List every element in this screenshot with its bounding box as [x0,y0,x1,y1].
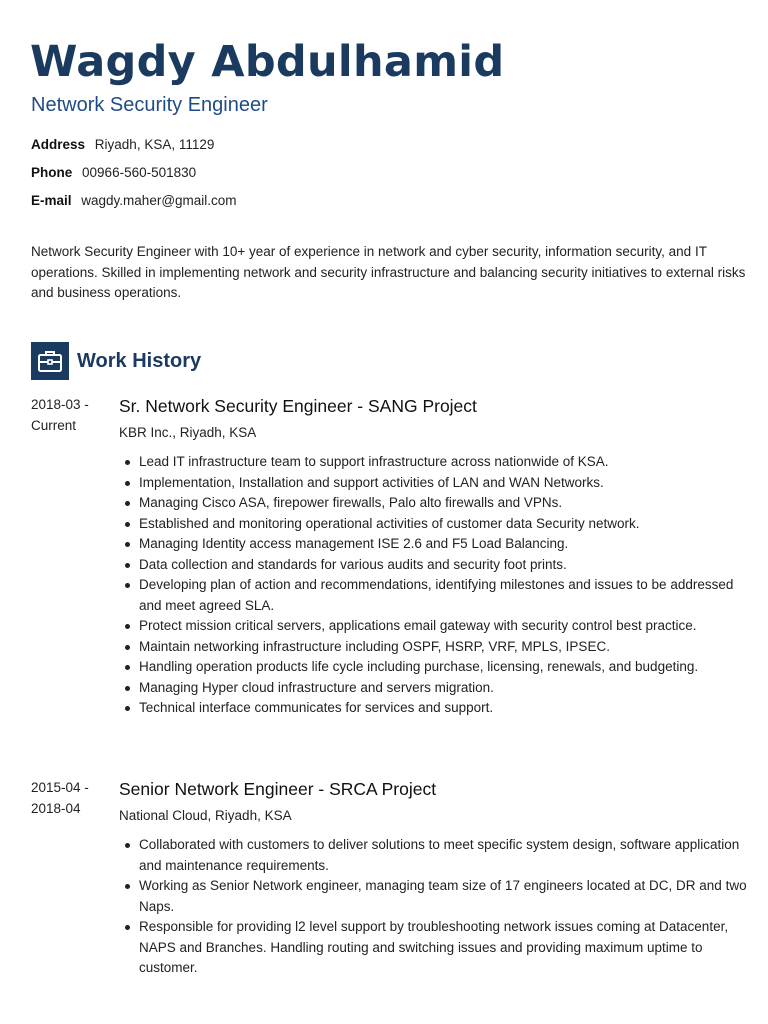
job-dates [31,394,111,436]
section-title: Work History [77,349,202,372]
contact-email [31,190,237,218]
job-company: KBR Inc., Riyadh, KSA [119,425,257,440]
list-item: Established and monitoring operational activities of customer data Security network. [119,514,749,535]
work-history-heading [31,341,201,381]
address-label: Address [31,137,86,152]
candidate-title: Network Security Engineer [31,94,268,116]
job-date-end: Current [31,418,77,433]
list-item: Implementation, Installation and support activities of LAN and WAN Networks. [119,473,749,494]
list-item: Protect mission critical servers, applications email gateway with security control best practice. [119,616,749,637]
list-item: Technical interface communicates for services and support. [119,698,749,719]
job-role: Sr. Network Security Engineer - SANG Project [119,396,477,416]
contact-phone [31,162,237,190]
job-role: Senior Network Engineer - SRCA Project [119,779,437,799]
list-item: Data collection and standards for various audits and security foot prints. [119,555,749,576]
list-item: Developing plan of action and recommendations, identifying milestones and issues to be addressed and meet agreed SLA. [119,575,749,616]
contact-block [31,134,237,218]
list-item: Collaborated with customers to deliver solutions to meet specific system design, software application and maintenance requirements. [119,835,749,876]
job-company: National Cloud, Riyadh, KSA [119,808,292,823]
list-item: Responsible for providing l2 level support by troubleshooting network issues coming at Datacenter, NAPS and Branches. Handling routing and switching issues and providing maximum uptime to customer. [119,917,749,979]
email-value: wagdy.maher@gmail.com [81,193,237,208]
professional-summary: Network Security Engineer with 10+ year of experience in network and cyber security, information security, and IT operations. Skilled in implementing network and security infrastructure and balancing security initiatives to external risks and business operations. [31,244,746,300]
email-label: E-mail [31,193,72,208]
contact-address [31,134,237,162]
list-item: Managing Identity access management ISE 2.6 and F5 Load Balancing. [119,534,749,555]
candidate-name: Wagdy Abdulhamid [30,37,505,87]
list-item: Lead IT infrastructure team to support infrastructure across nationwide of KSA. [119,452,749,473]
briefcase-icon [31,342,69,380]
phone-value: 00966-560-501830 [82,165,197,180]
list-item: Maintain networking infrastructure including OSPF, HSRP, VRF, MPLS, IPSEC. [119,637,749,658]
list-item: Managing Cisco ASA, firepower firewalls, Palo alto firewalls and VPNs. [119,493,749,514]
list-item: Working as Senior Network engineer, managing team size of 17 engineers located at DC, DR and two Naps. [119,876,749,917]
job-date-start: 2015-04 - [31,780,89,795]
job-details [119,777,749,979]
job-date-end: 2018-04 [31,801,81,816]
list-item: Handling operation products life cycle including purchase, licensing, renewals, and budgeting. [119,657,749,678]
job-details [119,394,749,719]
list-item: Managing Hyper cloud infrastructure and servers migration. [119,678,749,699]
phone-label: Phone [31,165,73,180]
address-value: Riyadh, KSA, 11129 [94,137,215,152]
job-date-start: 2018-03 - [31,397,89,412]
job-dates [31,777,111,819]
job-bullet-list [119,452,749,719]
job-bullet-list [119,835,749,979]
